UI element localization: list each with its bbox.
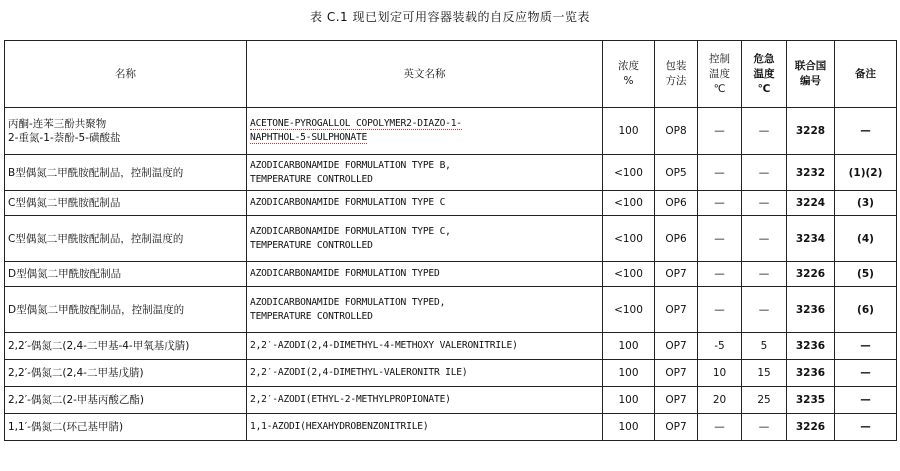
header-row — [5, 41, 897, 108]
cell-emergency-temp: — — [742, 216, 787, 262]
cell-chinese-name: 1,1′-偶氮二(环己基甲腈) — [5, 414, 247, 441]
cell-emergency-temp: — — [742, 414, 787, 441]
cell-packing-method: OP7 — [655, 414, 698, 441]
cell-control-temp: — — [698, 262, 742, 287]
cell-english-name: 2,2′-AZODI(2,4-DIMETHYL-VALERONITR ILE) — [247, 360, 603, 387]
cell-emergency-temp: — — [742, 262, 787, 287]
cell-emergency-temp: — — [742, 191, 787, 216]
table-row — [5, 287, 897, 333]
cell-control-temp: — — [698, 191, 742, 216]
cell-packing-method: OP7 — [655, 333, 698, 360]
cell-chinese-name: D型偶氮二甲酰胺配制品，控制温度的 — [5, 287, 247, 333]
cell-packing-method: OP8 — [655, 108, 698, 155]
cell-chinese-name: D型偶氮二甲酰胺配制品 — [5, 262, 247, 287]
cell-remark: (6) — [835, 287, 897, 333]
cell-emergency-temp: — — [742, 108, 787, 155]
cell-packing-method: OP5 — [655, 155, 698, 191]
header-un-number — [787, 41, 835, 108]
cell-english-name: AZODICARBONAMIDE FORMULATION TYPE B, TEMPERATURE CONTROLLED — [247, 155, 603, 191]
cell-emergency-temp: 25 — [742, 387, 787, 414]
header-ctrl-label1: 控制 — [709, 52, 730, 65]
cell-concentration: <100 — [603, 262, 655, 287]
cell-chinese-name: 2,2′-偶氮二(2,4-二甲基戊腈) — [5, 360, 247, 387]
header-packing — [655, 41, 698, 108]
table-row — [5, 216, 897, 262]
cell-emergency-temp: — — [742, 155, 787, 191]
cell-remark: — — [835, 360, 897, 387]
cell-packing-method: OP7 — [655, 360, 698, 387]
cell-remark: (5) — [835, 262, 897, 287]
header-ctrl-label2: 温度 — [709, 67, 730, 80]
cell-emergency-temp: — — [742, 287, 787, 333]
cell-emergency-temp: 15 — [742, 360, 787, 387]
cell-concentration: <100 — [603, 216, 655, 262]
cell-remark: — — [835, 387, 897, 414]
header-un-label2: 编号 — [800, 75, 821, 87]
cell-concentration: <100 — [603, 191, 655, 216]
table-row — [5, 414, 897, 441]
header-concentration — [603, 41, 655, 108]
cell-packing-method: OP7 — [655, 262, 698, 287]
table-row — [5, 333, 897, 360]
cell-english-name: 2,2′-AZODI(2,4-DIMETHYL-4-METHOXY VALERONITRILE) — [247, 333, 603, 360]
header-emerg-label2: 温度 — [753, 67, 775, 80]
header-english-name: 英文名称 — [247, 41, 603, 108]
cell-chinese-name: 丙酮-连苯三酚共聚物 2-重氮-1-萘酚-5-磺酸盐 — [5, 108, 247, 155]
table-row — [5, 387, 897, 414]
cell-un-number: 3236 — [787, 287, 835, 333]
header-pack-label2: 方法 — [665, 75, 687, 87]
cell-concentration: <100 — [603, 155, 655, 191]
cell-control-temp: — — [698, 108, 742, 155]
cell-concentration: 100 — [603, 333, 655, 360]
cell-english-name: 2,2′-AZODI(ETHYL-2-METHYLPROPIONATE) — [247, 387, 603, 414]
cell-english-name: AZODICARBONAMIDE FORMULATION TYPED — [247, 262, 603, 287]
cell-control-temp: — — [698, 216, 742, 262]
header-name: 名称 — [5, 41, 247, 108]
cell-chinese-name: C型偶氮二甲酰胺配制品 — [5, 191, 247, 216]
cell-concentration: 100 — [603, 387, 655, 414]
header-control-temp — [698, 41, 742, 108]
cell-chinese-name: B型偶氮二甲酰胺配制品，控制温度的 — [5, 155, 247, 191]
table-row — [5, 360, 897, 387]
cell-chinese-name: C型偶氮二甲酰胺配制品，控制温度的 — [5, 216, 247, 262]
cell-un-number: 3232 — [787, 155, 835, 191]
cell-chinese-name: 2,2′-偶氮二(2,4-二甲基-4-甲氧基戊腈) — [5, 333, 247, 360]
header-un-label1: 联合国 — [794, 60, 827, 72]
header-conc-unit: % — [623, 75, 634, 87]
cell-control-temp: — — [698, 155, 742, 191]
cell-english-name: AZODICARBONAMIDE FORMULATION TYPE C, TEMPERATURE CONTROLLED — [247, 216, 603, 262]
cell-remark: (1)(2) — [835, 155, 897, 191]
cell-chinese-name: 2,2′-偶氮二(2-甲基丙酸乙酯) — [5, 387, 247, 414]
table-title: 表 C.1 现已划定可用容器装载的自反应物质一览表 — [310, 10, 590, 24]
cell-un-number: 3226 — [787, 262, 835, 287]
cell-packing-method: OP6 — [655, 216, 698, 262]
cell-un-number: 3228 — [787, 108, 835, 155]
cell-remark: (3) — [835, 191, 897, 216]
cell-packing-method: OP7 — [655, 287, 698, 333]
substance-table — [4, 40, 897, 441]
header-ctrl-unit: ℃ — [713, 82, 726, 95]
cell-english-name: 1,1-AZODI(HEXAHYDROBENZONITRILE) — [247, 414, 603, 441]
table-row — [5, 155, 897, 191]
header-pack-label1: 包装 — [665, 60, 687, 72]
cell-remark: (4) — [835, 216, 897, 262]
cell-remark: — — [835, 108, 897, 155]
cell-concentration: 100 — [603, 360, 655, 387]
cell-un-number: 3224 — [787, 191, 835, 216]
table-row — [5, 191, 897, 216]
header-emerg-label1: 危急 — [753, 52, 775, 65]
table-row — [5, 108, 897, 155]
cell-concentration: 100 — [603, 108, 655, 155]
cell-un-number: 3236 — [787, 360, 835, 387]
cell-emergency-temp: 5 — [742, 333, 787, 360]
cell-control-temp: 10 — [698, 360, 742, 387]
cell-remark: — — [835, 414, 897, 441]
cell-concentration: <100 — [603, 287, 655, 333]
cell-english-name: AZODICARBONAMIDE FORMULATION TYPE C — [247, 191, 603, 216]
header-remark: 备注 — [835, 41, 897, 108]
cell-english-name: AZODICARBONAMIDE FORMULATION TYPED, TEMPERATURE CONTROLLED — [247, 287, 603, 333]
cell-concentration: 100 — [603, 414, 655, 441]
cell-control-temp: 20 — [698, 387, 742, 414]
cell-control-temp: — — [698, 414, 742, 441]
cell-english-name: ACETONE-PYROGALLOL COPOLYMER2-DIAZO-1- NAPHTHOL-5-SULPHONATE — [247, 108, 603, 155]
header-conc-label: 浓度 — [618, 60, 639, 72]
header-emergency-temp — [742, 41, 787, 108]
table-row — [5, 262, 897, 287]
cell-packing-method: OP6 — [655, 191, 698, 216]
cell-un-number: 3226 — [787, 414, 835, 441]
cell-un-number: 3235 — [787, 387, 835, 414]
cell-remark: — — [835, 333, 897, 360]
cell-control-temp: -5 — [698, 333, 742, 360]
cell-un-number: 3236 — [787, 333, 835, 360]
cell-packing-method: OP7 — [655, 387, 698, 414]
cell-control-temp: — — [698, 287, 742, 333]
header-emerg-unit: ℃ — [757, 82, 771, 95]
cell-un-number: 3234 — [787, 216, 835, 262]
